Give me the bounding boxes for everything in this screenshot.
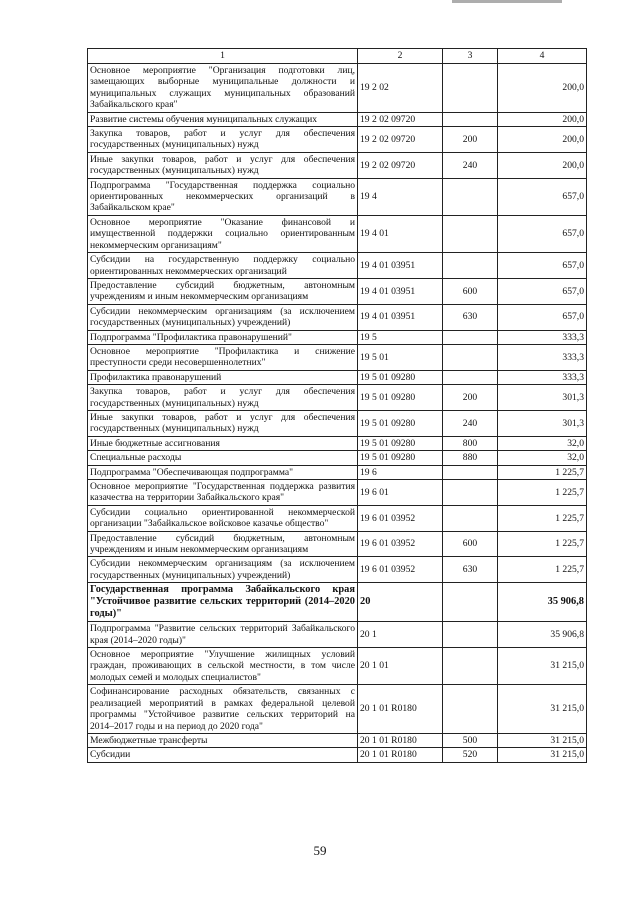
row-name-cell: Профилактика правонарушений	[88, 370, 358, 384]
row-expense-type-cell: 630	[443, 304, 498, 330]
row-name-cell: Предоставление субсидий бюджетным, автономным учреждениям и иным некоммерческим организациям	[88, 531, 358, 557]
row-code-cell: 20 1 01	[358, 648, 443, 685]
row-amount-cell: 333,3	[498, 344, 587, 370]
row-name-cell: Закупка товаров, работ и услуг для обеспечения государственных (муниципальных) нужд	[88, 127, 358, 153]
row-amount-cell: 1 225,7	[498, 465, 587, 479]
row-expense-type-cell: 200	[443, 385, 498, 411]
row-name-cell: Основное мероприятие "Улучшение жилищных условий граждан, проживающих в сельской местности, в том числе молодых семей и молодых специалистов"	[88, 648, 358, 685]
row-amount-cell: 200,0	[498, 112, 587, 126]
row-expense-type-cell	[443, 215, 498, 252]
row-expense-type-cell	[443, 480, 498, 506]
row-name-cell: Иные закупки товаров, работ и услуг для обеспечения государственных (муниципальных) нужд	[88, 410, 358, 436]
row-expense-type-cell: 630	[443, 557, 498, 583]
table-row	[88, 557, 587, 583]
row-expense-type-cell	[443, 370, 498, 384]
row-amount-cell: 1 225,7	[498, 557, 587, 583]
row-code-cell: 20 1	[358, 622, 443, 648]
row-expense-type-cell	[443, 648, 498, 685]
table-row	[88, 648, 587, 685]
row-code-cell: 19 5 01	[358, 344, 443, 370]
row-expense-type-cell	[443, 505, 498, 531]
row-name-cell: Подпрограмма "Профилактика правонарушений"	[88, 330, 358, 344]
table-row	[88, 253, 587, 279]
row-name-cell: Субсидии некоммерческим организациям (за исключением государственных (муниципальных) учреждений)	[88, 304, 358, 330]
row-amount-cell: 35 906,8	[498, 622, 587, 648]
row-name-cell: Иные закупки товаров, работ и услуг для обеспечения государственных (муниципальных) нужд	[88, 152, 358, 178]
row-expense-type-cell: 200	[443, 127, 498, 153]
table-row	[88, 64, 587, 113]
row-expense-type-cell: 600	[443, 531, 498, 557]
table-row	[88, 436, 587, 450]
row-code-cell: 20	[358, 583, 443, 622]
row-code-cell: 19 6 01	[358, 480, 443, 506]
table-body	[88, 64, 587, 763]
table-row	[88, 344, 587, 370]
row-expense-type-cell: 500	[443, 733, 498, 747]
row-code-cell: 19 2 02 09720	[358, 127, 443, 153]
row-expense-type-cell	[443, 344, 498, 370]
table-row	[88, 215, 587, 252]
row-expense-type-cell	[443, 583, 498, 622]
row-amount-cell: 35 906,8	[498, 583, 587, 622]
row-expense-type-cell: 880	[443, 451, 498, 465]
row-amount-cell: 200,0	[498, 64, 587, 113]
scan-artifact	[452, 0, 562, 3]
table-row	[88, 583, 587, 622]
row-amount-cell: 333,3	[498, 370, 587, 384]
table-row	[88, 304, 587, 330]
row-name-cell: Софинансирование расходных обязательств, связанных с реализацией мероприятий в рамках федеральной целевой программы "Устойчивое развитие сельских территорий на 2014–2017 годы и на период до 2020 года"	[88, 685, 358, 734]
table-row	[88, 410, 587, 436]
row-name-cell: Подпрограмма "Обеспечивающая подпрограмма"	[88, 465, 358, 479]
row-name-cell: Субсидии на государственную поддержку социально ориентированных некоммерческих организаций	[88, 253, 358, 279]
row-name-cell: Основное мероприятие "Государственная поддержка развития казачества на территории Забайкальского края"	[88, 480, 358, 506]
table-row	[88, 733, 587, 747]
row-code-cell: 19 4 01 03951	[358, 253, 443, 279]
row-amount-cell: 657,0	[498, 215, 587, 252]
row-amount-cell: 301,3	[498, 385, 587, 411]
row-amount-cell: 200,0	[498, 152, 587, 178]
row-name-cell: Предоставление субсидий бюджетным, автономным учреждениям и иным некоммерческим организациям	[88, 278, 358, 304]
row-name-cell: Иные бюджетные ассигнования	[88, 436, 358, 450]
row-code-cell: 19 5 01 09280	[358, 370, 443, 384]
table-row	[88, 385, 587, 411]
row-expense-type-cell: 240	[443, 152, 498, 178]
row-code-cell: 20 1 01 R0180	[358, 685, 443, 734]
table-row	[88, 748, 587, 762]
row-code-cell: 19 6 01 03952	[358, 557, 443, 583]
row-code-cell: 19 4 01	[358, 215, 443, 252]
table-row	[88, 178, 587, 215]
row-name-cell: Субсидии социально ориентированной некоммерческой организации "Забайкальское войсковое казачье общество"	[88, 505, 358, 531]
row-amount-cell: 31 215,0	[498, 733, 587, 747]
header-col-4: 4	[498, 49, 587, 64]
table-row	[88, 465, 587, 479]
table-row	[88, 330, 587, 344]
header-col-3: 3	[443, 49, 498, 64]
table-header-row	[88, 49, 587, 64]
row-amount-cell: 657,0	[498, 253, 587, 279]
table-row	[88, 505, 587, 531]
row-name-cell: Субсидии некоммерческим организациям (за исключением государственных (муниципальных) учреждений)	[88, 557, 358, 583]
row-code-cell: 19 6 01 03952	[358, 531, 443, 557]
row-name-cell: Развитие системы обучения муниципальных служащих	[88, 112, 358, 126]
row-expense-type-cell	[443, 622, 498, 648]
row-expense-type-cell: 600	[443, 278, 498, 304]
row-code-cell: 19 5 01 09280	[358, 436, 443, 450]
row-expense-type-cell	[443, 178, 498, 215]
table-row	[88, 112, 587, 126]
row-amount-cell: 657,0	[498, 304, 587, 330]
row-code-cell: 19 2 02 09720	[358, 152, 443, 178]
row-amount-cell: 32,0	[498, 451, 587, 465]
row-code-cell: 19 2 02	[358, 64, 443, 113]
row-code-cell: 20 1 01 R0180	[358, 748, 443, 762]
page-number: 59	[313, 843, 327, 858]
row-code-cell: 19 2 02 09720	[358, 112, 443, 126]
row-code-cell: 19 6	[358, 465, 443, 479]
table-row	[88, 152, 587, 178]
row-amount-cell: 301,3	[498, 410, 587, 436]
row-amount-cell: 31 215,0	[498, 648, 587, 685]
row-expense-type-cell	[443, 64, 498, 113]
row-name-cell: Подпрограмма "Развитие сельских территорий Забайкальского края (2014–2020 годы)"	[88, 622, 358, 648]
row-name-cell: Специальные расходы	[88, 451, 358, 465]
row-name-cell: Государственная программа Забайкальского края "Устойчивое развитие сельских территорий (2014–2020 годы)"	[88, 583, 358, 622]
row-code-cell: 19 4 01 03951	[358, 304, 443, 330]
row-name-cell: Закупка товаров, работ и услуг для обеспечения государственных (муниципальных) нужд	[88, 385, 358, 411]
row-code-cell: 19 4	[358, 178, 443, 215]
table-row	[88, 451, 587, 465]
row-amount-cell: 31 215,0	[498, 748, 587, 762]
row-amount-cell: 657,0	[498, 278, 587, 304]
row-name-cell: Подпрограмма "Государственная поддержка социально ориентированных некоммерческих организаций в Забайкальском крае"	[88, 178, 358, 215]
budget-table	[87, 48, 587, 763]
row-expense-type-cell	[443, 253, 498, 279]
row-amount-cell: 32,0	[498, 436, 587, 450]
row-expense-type-cell	[443, 685, 498, 734]
row-name-cell: Основное мероприятие "Оказание финансовой и имущественной поддержки социально ориентированным некоммерческим организациям"	[88, 215, 358, 252]
table-row	[88, 127, 587, 153]
header-col-2: 2	[358, 49, 443, 64]
row-expense-type-cell: 520	[443, 748, 498, 762]
row-amount-cell: 657,0	[498, 178, 587, 215]
row-name-cell: Основное мероприятие "Профилактика и снижение преступности среди несовершеннолетних"	[88, 344, 358, 370]
row-code-cell: 19 5 01 09280	[358, 385, 443, 411]
row-code-cell: 20 1 01 R0180	[358, 733, 443, 747]
row-amount-cell: 1 225,7	[498, 505, 587, 531]
row-expense-type-cell	[443, 330, 498, 344]
row-name-cell: Субсидии	[88, 748, 358, 762]
row-amount-cell: 1 225,7	[498, 480, 587, 506]
row-code-cell: 19 4 01 03951	[358, 278, 443, 304]
row-amount-cell: 31 215,0	[498, 685, 587, 734]
row-expense-type-cell: 240	[443, 410, 498, 436]
table-row	[88, 278, 587, 304]
row-name-cell: Основное мероприятие "Организация подготовки лиц, замещающих выборные муниципальные должности и муниципальных служащих муниципальных образований Забайкальского края"	[88, 64, 358, 113]
row-amount-cell: 333,3	[498, 330, 587, 344]
row-expense-type-cell: 800	[443, 436, 498, 450]
row-code-cell: 19 5 01 09280	[358, 451, 443, 465]
row-code-cell: 19 5 01 09280	[358, 410, 443, 436]
row-expense-type-cell	[443, 112, 498, 126]
row-amount-cell: 200,0	[498, 127, 587, 153]
table-row	[88, 480, 587, 506]
table-row	[88, 685, 587, 734]
table-row	[88, 370, 587, 384]
row-expense-type-cell	[443, 465, 498, 479]
row-amount-cell: 1 225,7	[498, 531, 587, 557]
row-name-cell: Межбюджетные трансферты	[88, 733, 358, 747]
row-code-cell: 19 5	[358, 330, 443, 344]
row-code-cell: 19 6 01 03952	[358, 505, 443, 531]
table-row	[88, 531, 587, 557]
table-row	[88, 622, 587, 648]
header-col-1: 1	[88, 49, 358, 64]
